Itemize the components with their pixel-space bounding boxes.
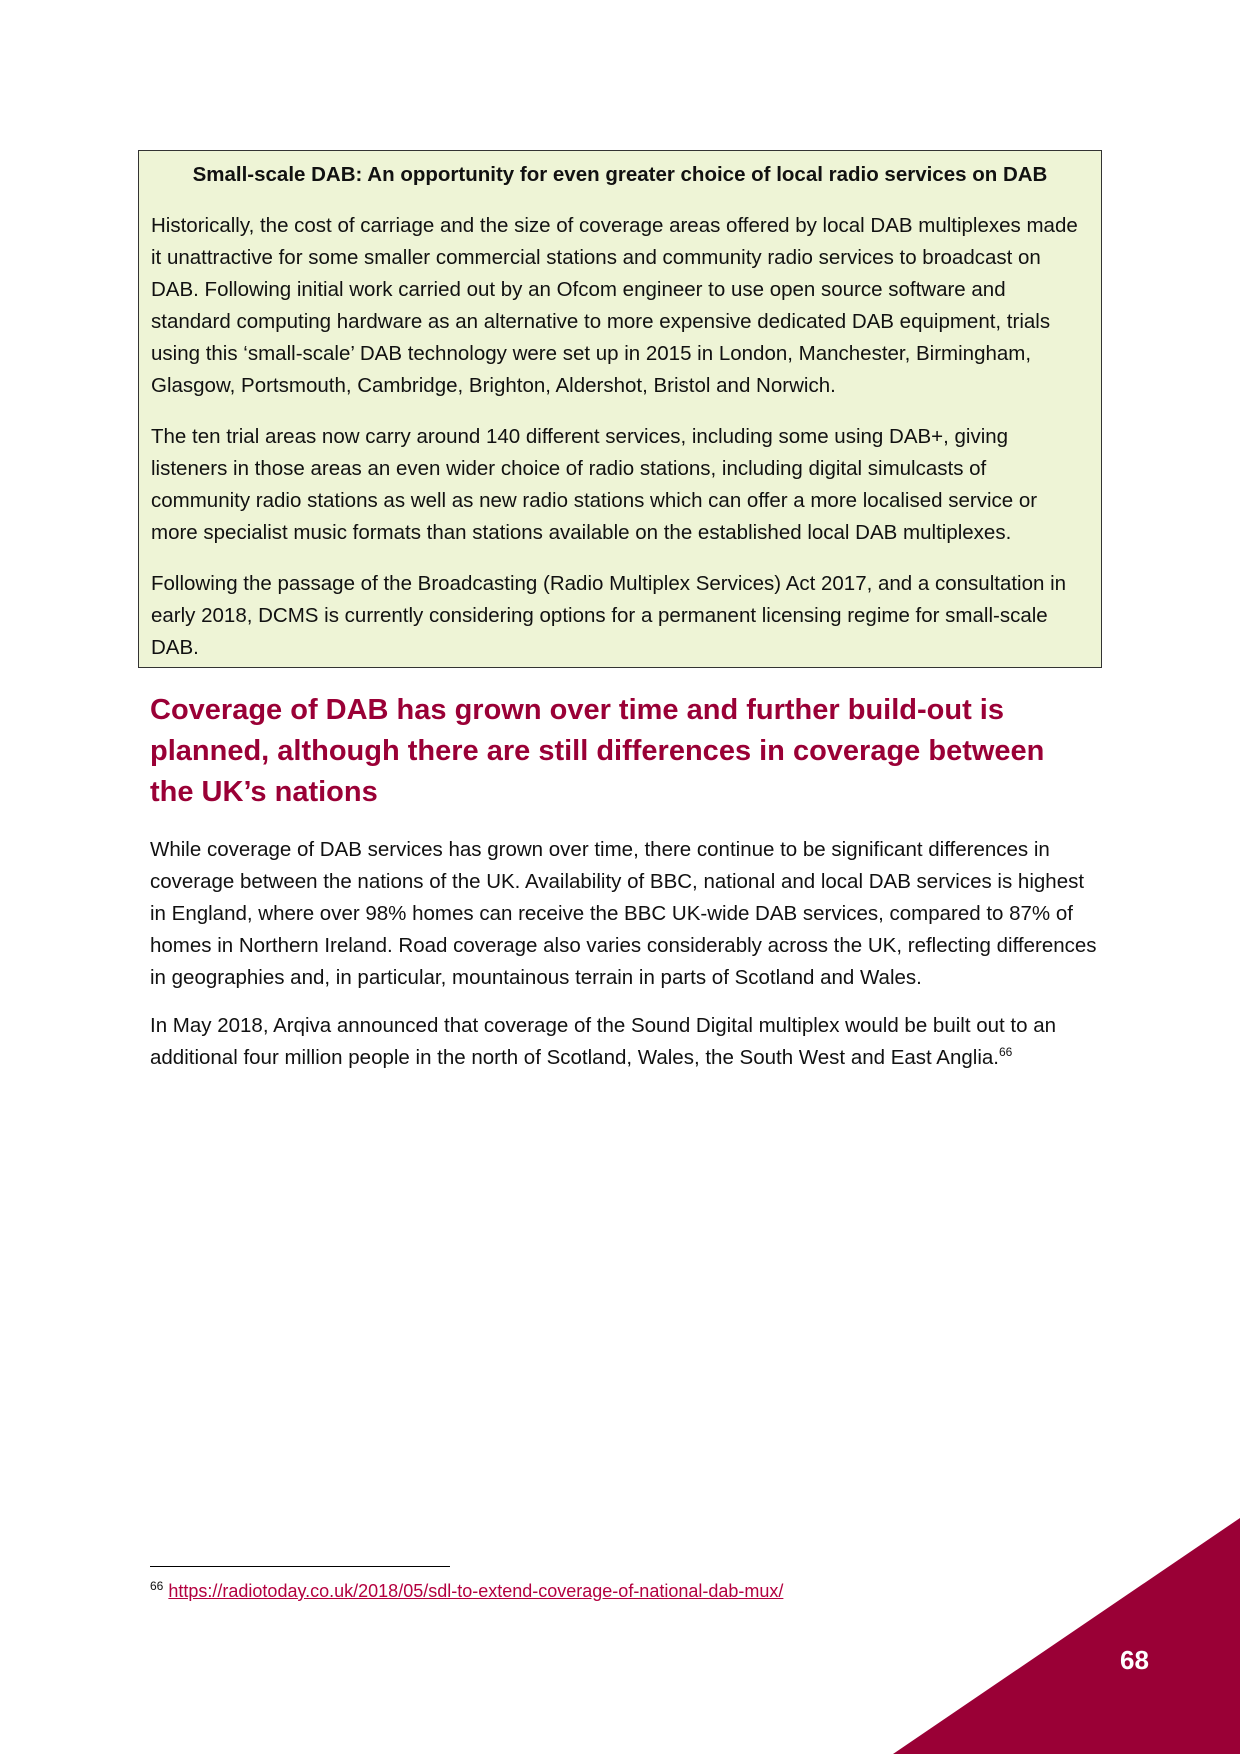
- body-paragraph-2: [150, 1010, 1100, 1074]
- callout-box: [138, 150, 1102, 668]
- callout-paragraph-3: Following the passage of the Broadcasting (Radio Multiplex Services) Act 2017, and a consultation in early 2018, DCMS is currently considering options for a permanent licensing regime for small-scale DAB.: [151, 572, 1067, 659]
- body-paragraph-2-text: In May 2018, Arqiva announced that coverage of the Sound Digital multiplex would be built out to an additional four million people in the north of Scotland, Wales, the South West and East Anglia.: [150, 1014, 1057, 1069]
- footnote-reference[interactable]: 66: [999, 1045, 1013, 1060]
- callout-title: Small-scale DAB: An opportunity for even greater choice of local radio services on DAB: [192, 163, 1048, 186]
- callout-paragraph-2: The ten trial areas now carry around 140 different services, including some using DAB+, giving listeners in those areas an even wider choice of radio stations, including digital simulcasts of community radio stations as well as new radio stations which can offer a more localised service or more specialist music formats than stations available on the established local DAB multiplexes.: [151, 425, 1038, 544]
- section-body: [150, 834, 1100, 1090]
- body-paragraph-1: While coverage of DAB services has grown over time, there continue to be significant differences in coverage between the nations of the UK. Availability of BBC, national and local DAB services is highest in England, where over 98% homes can receive the BBC UK-wide DAB services, compared to 87% of homes in Northern Ireland. Road coverage also varies considerably across the UK, reflecting differences in geographies and, in particular, mountainous terrain in parts of Scotland and Wales.: [150, 838, 1097, 989]
- callout-paragraph-1: Historically, the cost of carriage and the size of coverage areas offered by local DAB multiplexes made it unattractive for some smaller commercial stations and community radio services to broadcast on DAB. Following initial work carried out by an Ofcom engineer to use open source software and standard computing hardware as an alternative to more expensive dedicated DAB equipment, trials using this ‘small-scale’ DAB technology were set up in 2015 in London, Manchester, Birmingham, Glasgow, Portsmouth, Cambridge, Brighton, Aldershot, Bristol and Norwich.: [151, 214, 1078, 397]
- section-heading: Coverage of DAB has grown over time and further build-out is planned, although there are still differences in coverage between the UK’s nations: [150, 694, 1045, 808]
- footnote: [150, 1578, 783, 1604]
- footnote-number: 66: [150, 1579, 164, 1593]
- footnote-link[interactable]: https://radiotoday.co.uk/2018/05/sdl-to-extend-coverage-of-national-dab-mux/: [168, 1581, 784, 1601]
- page-number: 68: [1120, 1645, 1149, 1675]
- page-corner-decoration: [893, 1518, 1240, 1754]
- footnote-divider: [150, 1566, 450, 1567]
